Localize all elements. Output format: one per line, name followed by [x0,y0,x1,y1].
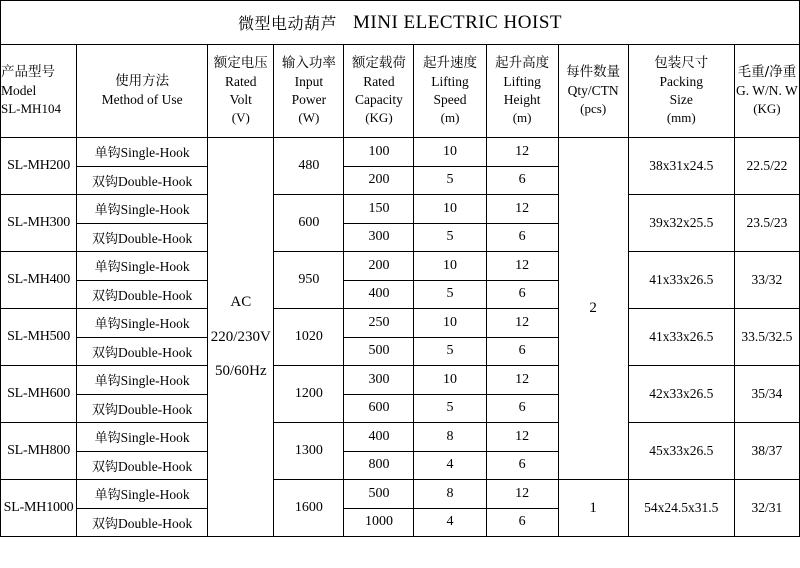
cell-weight: 22.5/22 [734,138,799,195]
hook-label-en: Single-Hook [120,145,190,161]
column-header-volt-unit: (V) [231,110,250,126]
cell-power: 1200 [274,366,344,423]
column-header-volt-en2: Volt [229,92,252,108]
cell-model: SL-MH400 [1,252,77,309]
cell-method-single [77,195,208,224]
cell-power: 950 [274,252,344,309]
page-title-english: MINI ELECTRIC HOIST [353,11,562,33]
hook-label-cn: 双钩 [92,402,119,418]
cell-weight: 33/32 [734,252,799,309]
cell-power: 1300 [274,423,344,480]
column-header-model-code: SL-MH104 [1,101,61,117]
specification-table [0,44,800,537]
cell-speed: 10 [414,366,486,395]
table-row [1,366,800,395]
column-header-power-en1: Input [294,74,324,90]
column-header-method-cn: 使用方法 [115,73,170,90]
cell-qty-last: 1 [558,480,628,537]
column-header-packing-en2: Size [669,92,693,108]
hook-label-en: Double-Hook [118,230,193,246]
column-header-model [1,45,77,138]
cell-height: 12 [486,195,558,224]
cell-method-single [77,366,208,395]
cell-speed: 5 [414,280,486,309]
cell-qty-main: 2 [558,138,628,480]
cell-capacity: 150 [344,195,414,224]
table-row [1,423,800,452]
cell-method-double [77,394,208,423]
column-header-model-cn: 产品型号 [1,64,55,81]
cell-packing: 45x33x26.5 [628,423,734,480]
cell-speed: 4 [414,508,486,537]
cell-speed: 8 [414,480,486,509]
column-header-capacity [344,45,414,138]
voltage-line-3: 50/60Hz [214,363,267,380]
table-row [1,195,800,224]
column-header-speed-en2: Speed [433,92,467,108]
column-header-packing-cn: 包装尺寸 [654,55,709,72]
column-header-speed [414,45,486,138]
table-row [1,252,800,281]
column-header-height-en2: Height [503,92,541,108]
cell-capacity: 200 [344,166,414,195]
table-header-row [1,45,800,138]
cell-height: 12 [486,138,558,167]
column-header-volt-cn: 额定电压 [213,55,268,72]
cell-power: 1020 [274,309,344,366]
column-header-qty-cn: 每件数量 [566,64,621,81]
cell-packing: 54x24.5x31.5 [628,480,734,537]
column-header-weight-cn: 毛重/净重 [737,64,797,81]
cell-capacity: 500 [344,337,414,366]
cell-capacity: 250 [344,309,414,338]
cell-capacity: 800 [344,451,414,480]
column-header-qty-unit: (pcs) [580,101,607,117]
column-header-weight-en: G. W/N. W [736,83,798,99]
column-header-capacity-unit: (KG) [365,110,393,126]
cell-weight: 23.5/23 [734,195,799,252]
page-title-chinese: 微型电动葫芦 [238,14,338,33]
column-header-height-en1: Lifting [503,74,541,90]
cell-height: 12 [486,366,558,395]
column-header-weight-unit: (KG) [753,101,781,117]
cell-height: 12 [486,309,558,338]
cell-speed: 5 [414,337,486,366]
column-header-method-en: Method of Use [101,92,183,107]
hook-label-cn: 双钩 [92,231,119,247]
column-header-method [77,45,208,138]
column-header-qty-en: Qty/CTN [567,83,619,99]
cell-model: SL-MH200 [1,138,77,195]
column-header-volt [208,45,274,138]
cell-height: 6 [486,508,558,537]
cell-weight: 38/37 [734,423,799,480]
column-header-packing-unit: (mm) [666,110,696,126]
cell-packing: 42x33x26.5 [628,366,734,423]
cell-model: SL-MH800 [1,423,77,480]
table-row [1,309,800,338]
cell-packing: 39x32x25.5 [628,195,734,252]
hook-label-cn: 双钩 [92,459,119,475]
cell-packing: 41x33x26.5 [628,309,734,366]
hook-label-cn: 单钩 [94,431,121,447]
column-header-weight [734,45,799,138]
hook-label-en: Double-Hook [118,458,193,474]
cell-model: SL-MH1000 [1,480,77,537]
column-header-speed-unit: (m) [440,110,460,126]
cell-capacity: 400 [344,423,414,452]
hook-label-en: Single-Hook [120,430,190,446]
cell-height: 6 [486,280,558,309]
hook-label-cn: 单钩 [94,488,121,504]
hook-label-cn: 单钩 [94,260,121,276]
cell-method-double [77,337,208,366]
hook-label-cn: 单钩 [94,317,121,333]
cell-model: SL-MH600 [1,366,77,423]
cell-height: 6 [486,223,558,252]
hook-label-en: Single-Hook [120,202,190,218]
column-header-volt-en1: Rated [225,74,257,90]
hook-label-en: Single-Hook [120,487,190,503]
cell-height: 6 [486,337,558,366]
hook-label-cn: 双钩 [92,174,119,190]
hook-label-en: Double-Hook [118,344,193,360]
hook-label-en: Double-Hook [118,515,193,531]
document-title-bar [0,0,800,44]
column-header-capacity-en2: Capacity [354,92,403,108]
hook-label-cn: 双钩 [92,516,119,532]
table-body [1,138,800,537]
cell-height: 12 [486,423,558,452]
hook-label-en: Single-Hook [120,373,190,389]
column-header-packing-en1: Packing [659,74,704,90]
hook-label-en: Single-Hook [120,259,190,275]
column-header-height-cn: 起升高度 [495,55,550,72]
cell-voltage [208,138,274,537]
column-header-speed-cn: 起升速度 [423,55,478,72]
cell-power: 1600 [274,480,344,537]
cell-packing: 38x31x24.5 [628,138,734,195]
column-header-height [486,45,558,138]
cell-speed: 10 [414,252,486,281]
cell-speed: 8 [414,423,486,452]
cell-height: 6 [486,394,558,423]
column-header-power-unit: (W) [298,110,320,126]
voltage-line-2: 220/230V [210,328,271,345]
cell-packing: 41x33x26.5 [628,252,734,309]
cell-height: 6 [486,166,558,195]
hook-label-cn: 单钩 [94,146,121,162]
cell-method-double [77,508,208,537]
cell-speed: 10 [414,309,486,338]
cell-height: 12 [486,480,558,509]
cell-weight: 32/31 [734,480,799,537]
hook-label-en: Double-Hook [118,287,193,303]
cell-method-double [77,280,208,309]
cell-capacity: 100 [344,138,414,167]
column-header-packing [628,45,734,138]
cell-method-single [77,480,208,509]
cell-method-single [77,252,208,281]
table-row [1,138,800,167]
voltage-line-1: AC [230,294,252,311]
cell-height: 12 [486,252,558,281]
cell-capacity: 1000 [344,508,414,537]
cell-speed: 10 [414,138,486,167]
cell-method-single [77,423,208,452]
cell-speed: 5 [414,166,486,195]
cell-capacity: 600 [344,394,414,423]
cell-power: 480 [274,138,344,195]
cell-power: 600 [274,195,344,252]
hook-label-en: Single-Hook [120,316,190,332]
hook-label-cn: 双钩 [92,288,119,304]
cell-model: SL-MH300 [1,195,77,252]
hook-label-en: Double-Hook [118,401,193,417]
column-header-speed-en1: Lifting [431,74,469,90]
column-header-power-cn: 输入功率 [281,55,336,72]
column-header-model-en: Model [1,83,37,99]
cell-weight: 35/34 [734,366,799,423]
cell-method-single [77,309,208,338]
cell-height: 6 [486,451,558,480]
cell-capacity: 300 [344,223,414,252]
column-header-capacity-cn: 额定载荷 [351,55,406,72]
cell-speed: 5 [414,394,486,423]
cell-capacity: 500 [344,480,414,509]
column-header-qty [558,45,628,138]
column-header-capacity-en1: Rated [363,74,395,90]
hook-label-cn: 单钩 [94,203,121,219]
column-header-power-en2: Power [291,92,327,108]
cell-speed: 5 [414,223,486,252]
hook-label-cn: 双钩 [92,345,119,361]
cell-speed: 10 [414,195,486,224]
cell-method-single [77,138,208,167]
cell-speed: 4 [414,451,486,480]
hook-label-cn: 单钩 [94,374,121,390]
cell-method-double [77,223,208,252]
cell-method-double [77,451,208,480]
cell-weight: 33.5/32.5 [734,309,799,366]
cell-capacity: 200 [344,252,414,281]
cell-capacity: 400 [344,280,414,309]
table-row [1,480,800,509]
column-header-height-unit: (m) [512,110,532,126]
hook-label-en: Double-Hook [118,173,193,189]
column-header-power [274,45,344,138]
cell-capacity: 300 [344,366,414,395]
cell-method-double [77,166,208,195]
cell-model: SL-MH500 [1,309,77,366]
